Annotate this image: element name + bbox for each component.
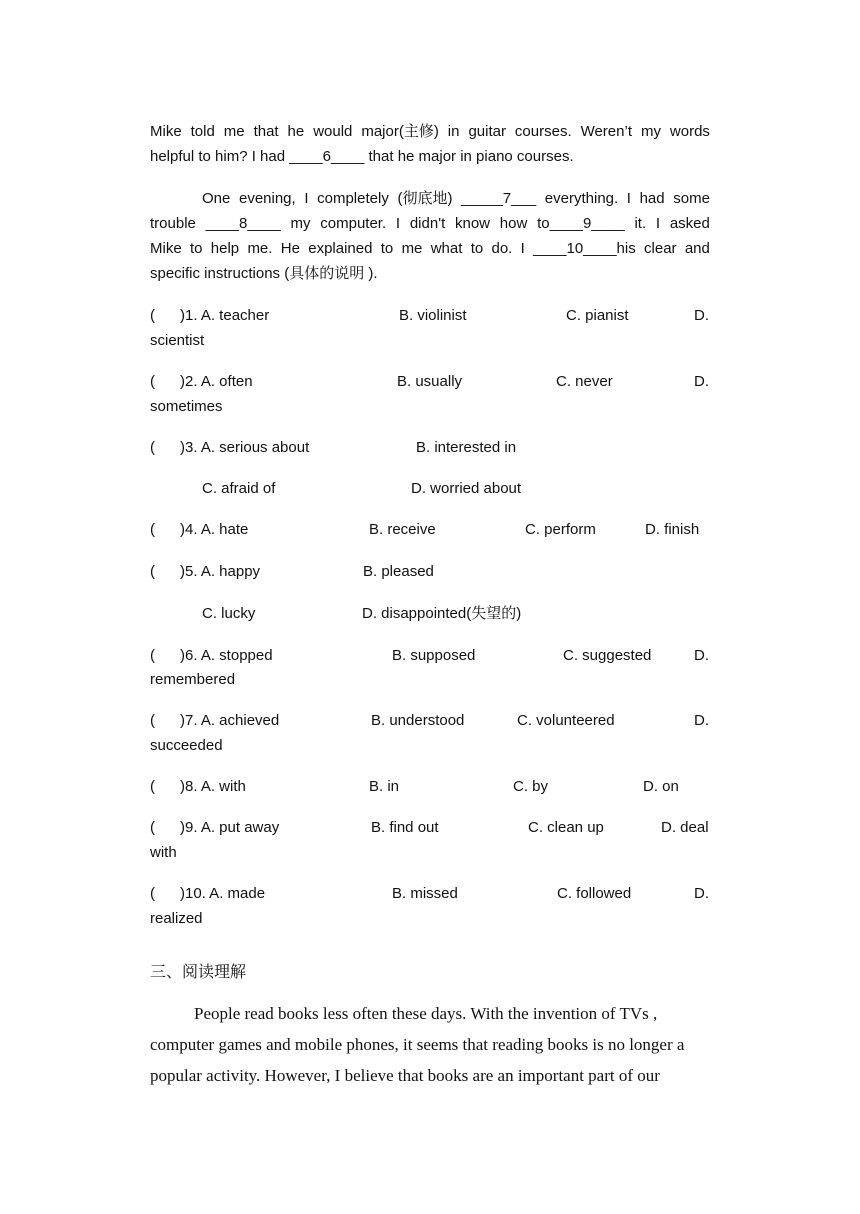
question-8-option-b: B. in xyxy=(369,778,400,795)
question-6-option-c: C. suggested xyxy=(563,647,652,664)
question-4-option-d: D. finish xyxy=(645,521,700,538)
question-8-option-a: ( )8. A. with xyxy=(150,778,246,795)
passage-word: completely xyxy=(317,190,389,207)
passage-word: to____9____ xyxy=(537,215,625,232)
passage-word: how xyxy=(499,215,528,232)
passage-word: guitar xyxy=(468,123,506,140)
question-4-option-a: ( )4. A. hate xyxy=(150,521,249,538)
passage-word: would xyxy=(313,123,353,140)
passage-word: (彻底地) xyxy=(397,190,453,207)
question-10-option-b: B. missed xyxy=(392,885,458,902)
reading-line-1: People read books less often these days. With the invention of TVs , xyxy=(194,1004,658,1023)
question-1-option-d-wrap: scientist xyxy=(150,332,205,349)
passage-line-4 xyxy=(150,215,710,233)
passage-word: words xyxy=(669,123,710,140)
passage-word: ____8____ xyxy=(205,215,281,232)
passage-word: I xyxy=(655,215,661,232)
question-3-option-a: ( )3. A. serious about xyxy=(150,439,310,456)
passage-word: evening, xyxy=(238,190,296,207)
passage-word: trouble xyxy=(150,215,196,232)
question-7-option-a: ( )7. A. achieved xyxy=(150,712,280,729)
question-3-option-c: C. afraid of xyxy=(202,480,276,497)
question-2-option-d-wrap: sometimes xyxy=(150,398,223,415)
passage-word: in xyxy=(447,123,460,140)
question-2-option-a: ( )2. A. often xyxy=(150,373,253,390)
question-7-option-b: B. understood xyxy=(371,712,465,729)
question-5-option-c: C. lucky xyxy=(202,605,256,622)
question-9-option-c: C. clean up xyxy=(528,819,604,836)
passage-word: that xyxy=(253,123,279,140)
question-5-option-a: ( )5. A. happy xyxy=(150,563,261,580)
passage-line-6: specific instructions (具体的说明 ). xyxy=(150,265,378,282)
passage-word: and xyxy=(684,240,710,257)
question-6-option-d-wrap: remembered xyxy=(150,671,236,688)
passage-word: Mike xyxy=(150,123,182,140)
passage-word: know xyxy=(455,215,491,232)
passage-word: had xyxy=(639,190,665,207)
section-heading: 三、阅读理解 xyxy=(150,964,247,981)
passage-word: Weren’t xyxy=(580,123,632,140)
question-10-option-c: C. followed xyxy=(557,885,632,902)
question-3-option-d: D. worried about xyxy=(411,480,522,497)
question-5-option-d: D. disappointed(失望的) xyxy=(362,605,522,622)
passage-word: I xyxy=(395,215,401,232)
question-10-option-a: ( )10. A. made xyxy=(150,885,266,902)
question-7-option-d: D. xyxy=(694,712,709,729)
passage-word: some xyxy=(673,190,710,207)
passage-word: I xyxy=(626,190,631,207)
passage-word: my xyxy=(640,123,661,140)
passage-word: everything. xyxy=(544,190,619,207)
passage-word: me xyxy=(401,240,423,257)
passage-line-1 xyxy=(150,123,710,141)
question-2-option-d: D. xyxy=(694,373,709,390)
question-10-option-d-wrap: realized xyxy=(150,910,203,927)
question-7-option-d-wrap: succeeded xyxy=(150,737,223,754)
passage-word: asked xyxy=(669,215,710,232)
question-3-option-b: B. interested in xyxy=(416,439,517,456)
passage-word: didn't xyxy=(409,215,446,232)
question-7-option-c: C. volunteered xyxy=(517,712,615,729)
question-5-option-b: B. pleased xyxy=(363,563,434,580)
question-9-option-a: ( )9. A. put away xyxy=(150,819,280,836)
question-1-option-d: D. xyxy=(694,307,709,324)
question-9-option-d-wrap: with xyxy=(150,844,177,861)
passage-word: I xyxy=(520,240,525,257)
passage-word: to xyxy=(470,240,484,257)
question-1-option-c: C. pianist xyxy=(566,307,629,324)
passage-word: major(主修) xyxy=(361,123,439,140)
reading-line-2: computer games and mobile phones, it seems that reading books is no longer a xyxy=(150,1035,685,1054)
passage-word: clear xyxy=(644,240,677,257)
passage-word: courses. xyxy=(514,123,572,140)
passage-word: One xyxy=(202,190,231,207)
passage-word: explained xyxy=(308,240,373,257)
question-4-option-b: B. receive xyxy=(369,521,436,538)
passage-line-2: helpful to him? I had ____6____ that he major in piano courses. xyxy=(150,148,574,165)
passage-word: to xyxy=(189,240,203,257)
passage-word: told xyxy=(190,123,215,140)
passage-line-5 xyxy=(150,240,710,258)
passage-line-3 xyxy=(202,190,710,208)
passage-word: Mike xyxy=(150,240,182,257)
question-8-option-c: C. by xyxy=(513,778,549,795)
passage-word: do. xyxy=(491,240,513,257)
question-10-option-d: D. xyxy=(694,885,709,902)
passage-word: He xyxy=(280,240,300,257)
question-2-option-b: B. usually xyxy=(397,373,463,390)
question-1-option-b: B. violinist xyxy=(399,307,467,324)
passage-word: it. xyxy=(634,215,647,232)
question-9-option-d: D. deal xyxy=(661,819,709,836)
passage-word: to xyxy=(380,240,394,257)
passage-word: ____10____his xyxy=(533,240,636,257)
question-8-option-d: D. on xyxy=(643,778,679,795)
passage-word: my xyxy=(290,215,311,232)
question-6-option-a: ( )6. A. stopped xyxy=(150,647,273,664)
passage-word: me. xyxy=(247,240,273,257)
question-6-option-b: B. supposed xyxy=(392,647,476,664)
question-9-option-b: B. find out xyxy=(371,819,439,836)
passage-word: help xyxy=(210,240,240,257)
question-1-option-a: ( )1. A. teacher xyxy=(150,307,270,324)
reading-line-3: popular activity. However, I believe that books are an important part of our xyxy=(150,1066,660,1085)
question-6-option-d: D. xyxy=(694,647,709,664)
question-4-option-c: C. perform xyxy=(525,521,596,538)
passage-word: _____7___ xyxy=(461,190,537,207)
passage-word: me xyxy=(223,123,245,140)
passage-word: he xyxy=(287,123,305,140)
passage-word: computer. xyxy=(320,215,387,232)
passage-word: I xyxy=(304,190,309,207)
question-2-option-c: C. never xyxy=(556,373,613,390)
passage-word: what xyxy=(430,240,463,257)
